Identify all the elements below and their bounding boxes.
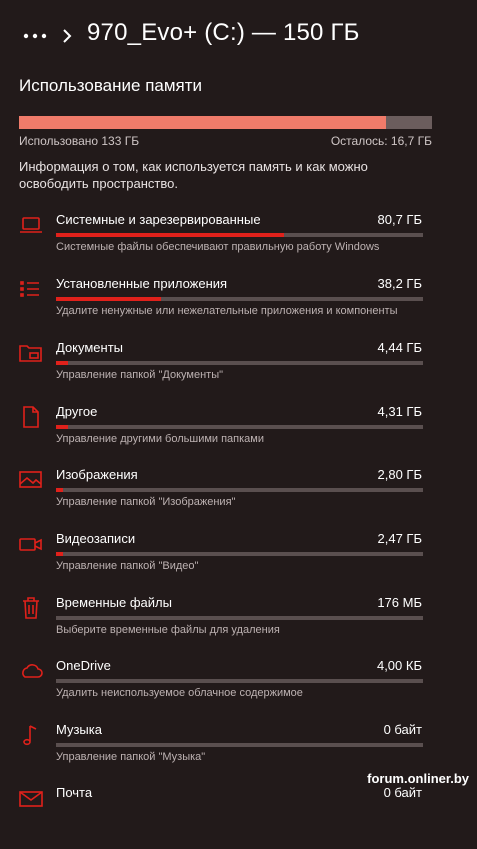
category-name: Другое	[56, 404, 98, 419]
category-name: OneDrive	[56, 658, 111, 673]
category-desc: Управление папкой "Видео"	[56, 560, 199, 572]
category-usage-bar	[56, 679, 423, 683]
category-size: 4,44 ГБ	[377, 340, 422, 355]
category-size: 0 байт	[383, 722, 422, 737]
category-usage-fill	[56, 488, 63, 492]
category-desc: Удалите ненужные или нежелательные приложения и компоненты	[56, 305, 398, 317]
category-usage-bar	[56, 552, 423, 556]
category-usage-fill	[56, 361, 68, 365]
category-name: Музыка	[56, 722, 102, 737]
category-size: 2,47 ГБ	[377, 531, 422, 546]
category-name: Временные файлы	[56, 595, 172, 610]
laptop-icon	[18, 212, 44, 238]
category-onedrive[interactable]	[0, 658, 477, 722]
category-usage-bar	[56, 743, 423, 747]
watermark: forum.onliner.by	[367, 771, 469, 786]
more-horizontal-icon	[23, 33, 47, 39]
category-name: Документы	[56, 340, 124, 355]
category-size: 80,7 ГБ	[377, 212, 422, 227]
category-size: 38,2 ГБ	[377, 276, 422, 291]
info-text: Информация о том, как используется память и как можно освободить пространство.	[19, 159, 368, 191]
page-title: 970_Evo+ (C:) — 150 ГБ	[87, 19, 360, 46]
category-desc: Управление папкой "Документы"	[56, 369, 224, 381]
category-name: Видеозаписи	[56, 531, 136, 546]
storage-usage-fill	[19, 116, 386, 129]
category-size: 176 МБ	[377, 595, 422, 610]
folder-icon	[18, 340, 44, 366]
category-usage-bar	[56, 297, 423, 301]
category-usage-bar	[56, 425, 423, 429]
category-usage-bar	[56, 488, 423, 492]
category-desc: Выберите временные файлы для удаления	[56, 624, 280, 636]
video-icon	[18, 531, 44, 557]
chevron-right-icon	[60, 26, 74, 46]
category-mail[interactable]	[0, 785, 477, 849]
more-options-button[interactable]	[18, 22, 52, 50]
category-name: Изображения	[56, 467, 138, 482]
category-images[interactable]	[0, 467, 477, 531]
category-usage-fill	[56, 233, 284, 237]
used-space-label: Использовано 133 ГБ	[19, 134, 140, 148]
category-usage-fill	[56, 425, 68, 429]
document-icon	[18, 404, 44, 430]
storage-usage-bar	[19, 116, 432, 129]
category-size: 4,31 ГБ	[377, 404, 422, 419]
free-space-label: Осталось: 16,7 ГБ	[330, 134, 432, 148]
category-desc: Удалить неиспользуемое облачное содержимое	[56, 687, 303, 699]
category-desc: Управление другими большими папками	[56, 433, 265, 445]
category-other[interactable]	[0, 404, 477, 468]
category-name: Установленные приложения	[56, 276, 228, 291]
category-system[interactable]	[0, 212, 477, 276]
category-videos[interactable]	[0, 531, 477, 595]
mail-icon	[18, 785, 44, 811]
section-title: Использование памяти	[19, 76, 203, 95]
category-usage-fill	[56, 552, 63, 556]
category-usage-fill	[56, 297, 161, 301]
category-usage-bar	[56, 616, 423, 620]
category-name: Почта	[56, 785, 93, 800]
cloud-icon	[18, 658, 44, 684]
category-usage-bar	[56, 233, 423, 237]
header	[0, 0, 477, 72]
music-icon	[18, 722, 44, 748]
trash-icon	[18, 595, 44, 621]
category-size: 4,00 КБ	[376, 658, 422, 673]
category-desc: Управление папкой "Музыка"	[56, 751, 206, 763]
category-size: 2,80 ГБ	[377, 467, 422, 482]
image-icon	[18, 467, 44, 493]
category-documents[interactable]	[0, 340, 477, 404]
category-name: Системные и зарезервированные	[56, 212, 261, 227]
category-desc: Управление папкой "Изображения"	[56, 496, 236, 508]
app-list-icon	[18, 276, 44, 302]
category-size: 0 байт	[383, 785, 422, 800]
category-temp-files[interactable]	[0, 595, 477, 659]
category-usage-bar	[56, 361, 423, 365]
category-desc: Системные файлы обеспечивают правильную работу Windows	[56, 241, 380, 253]
category-apps[interactable]	[0, 276, 477, 340]
